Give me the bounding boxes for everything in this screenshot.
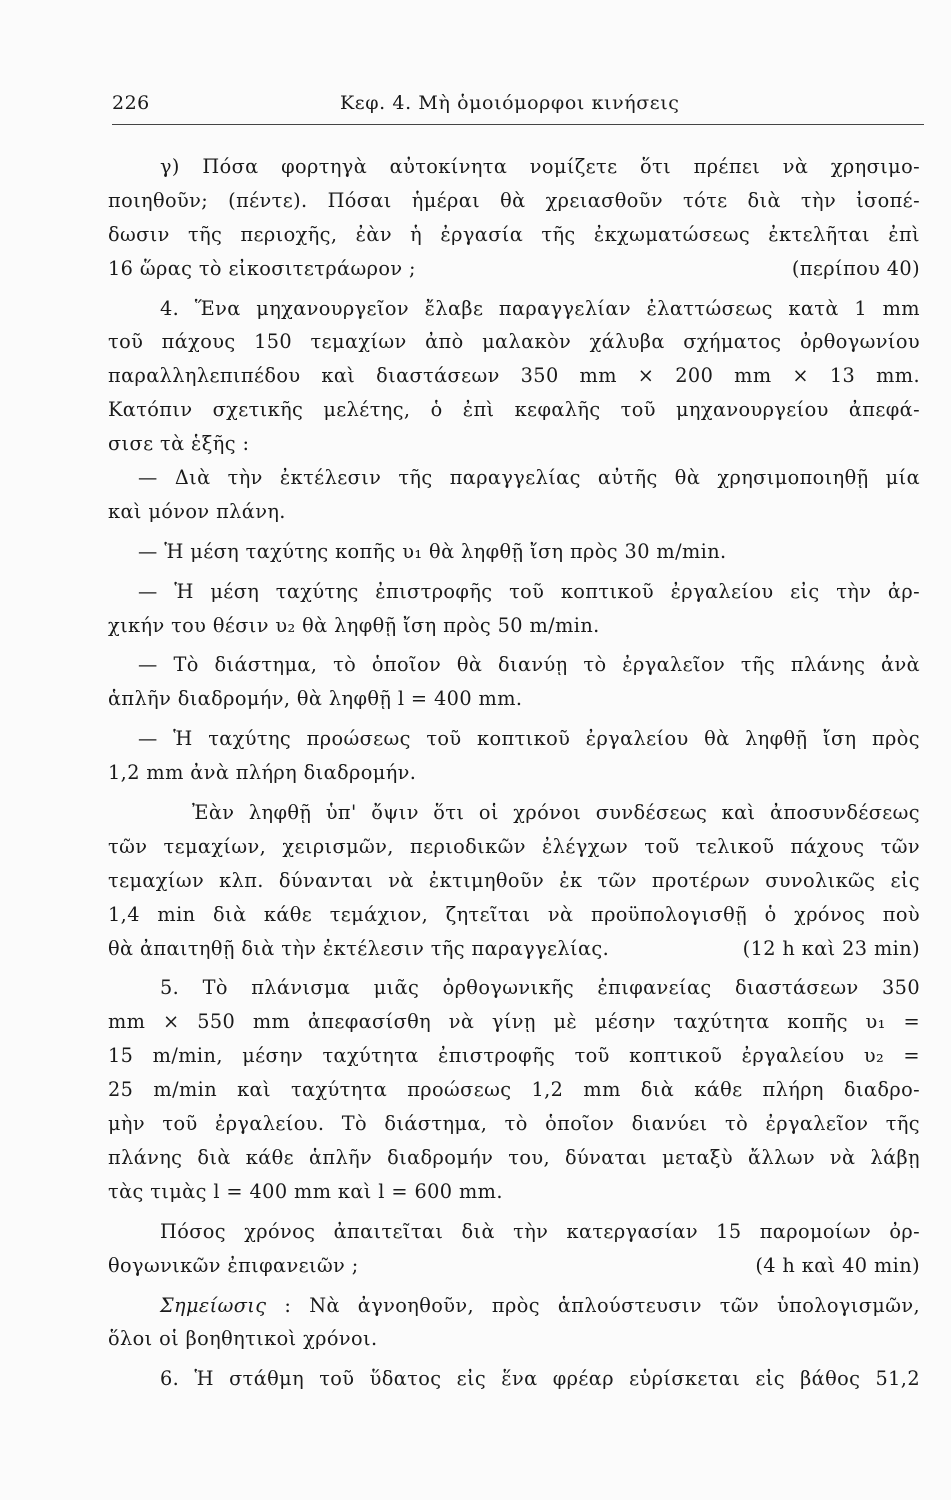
text-line [108,393,920,427]
text-line [108,1039,920,1073]
text-line [108,830,920,864]
text-line [108,1249,920,1283]
line-text: μὴν τοῦ ἐργαλείου. Τὸ διάστημα, τὸ ὁποῖον διανύει τὸ ἐργαλεῖον τῆς [108,1112,920,1136]
text-line [108,1322,920,1356]
text-line [108,1362,920,1396]
text-line [108,150,920,184]
line-text: 4. Ἕνα μηχανουργεῖον ἔλαβε παραγγελίαν ἐλαττώσεως κατὰ 1 mm [160,296,920,320]
text-line [108,461,920,495]
line-text: 1,4 min διὰ κάθε τεμάχιον, ζητεῖται νὰ προϋπολογισθῇ ὁ χρόνος ποὺ [108,902,920,926]
text-line [108,756,920,790]
text-line [108,648,920,682]
line-text: τεμαχίων κλπ. δύνανται νὰ ἐκτιμηθοῦν ἐκ τῶν προτέρων συνολικῶς εἰς [108,868,920,892]
text-line [108,495,920,529]
text-line [108,575,920,609]
text-line [108,252,920,286]
line-text: καὶ μόνον πλάνη. [108,499,286,523]
line-text: Πόσος χρόνος ἀπαιτεῖται διὰ τὴν κατεργασίαν 15 παρομοίων ὀρ- [160,1219,920,1243]
answer-text: (4 h καὶ 40 min) [755,1253,920,1277]
text-line [108,898,920,932]
line-text: πλάνης διὰ κάθε ἁπλῆν διαδρομήν του, δύναται μεταξὺ ἄλλων νὰ λάβῃ [108,1145,920,1169]
line-text: — Ἡ μέση ταχύτης κοπῆς υ₁ θὰ ληφθῇ ἴση πρὸς 30 m/min. [138,539,727,563]
note-label: Σημείωσις [160,1293,267,1317]
text-line [108,1175,920,1209]
page-header [112,92,924,122]
text-line [108,184,920,218]
line-text: χικήν του θέσιν υ₂ θὰ ληφθῇ ἴση πρὸς 50 m/min. [108,613,600,637]
page-number: 226 [112,92,150,114]
line-text: τῶν τεμαχίων, χειρισμῶν, περιοδικῶν ἐλέγχων τοῦ τελικοῦ πάχους τῶν [108,834,920,858]
line-text: — Ἡ ταχύτης προώσεως τοῦ κοπτικοῦ ἐργαλείου θὰ ληφθῇ ἴση πρὸς [138,727,920,751]
text-line [108,1289,920,1323]
line-text: : Νὰ ἀγνοηθοῦν, πρὸς ἁπλούστευσιν τῶν ὑπολογισμῶν, [266,1293,920,1317]
text-line [108,218,920,252]
header-rule [112,124,924,125]
line-text: — Διὰ τὴν ἐκτέλεσιν τῆς παραγγελίας αὐτῆς θὰ χρησιμοποιηθῇ μία [138,466,920,490]
text-line [108,609,920,643]
line-text: δωσιν τῆς περιοχῆς, ἐὰν ἡ ἐργασία τῆς ἐκχωματώσεως ἐκτελῆται ἐπὶ [108,222,920,246]
line-text: θογωνικῶν ἐπιφανειῶν ; [108,1253,359,1277]
text-line [108,325,920,359]
line-text: 5. Τὸ πλάνισμα μιᾶς ὀρθογωνικῆς ἐπιφανείας διαστάσεων 350 [160,976,920,1000]
line-text: ἁπλῆν διαδρομήν, θὰ ληφθῇ l = 400 mm. [108,687,523,711]
text-line [108,796,920,830]
line-text: παραλληλεπιπέδου καὶ διαστάσεων 350 mm × 200 mm × 13 mm. [108,364,920,388]
line-text: τοῦ πάχους 150 τεμαχίων ἀπὸ μαλακὸν χάλυβα σχήματος ὀρθογωνίου [108,330,920,354]
line-text: 6. Ἡ στάθμη τοῦ ὕδατος εἰς ἕνα φρέαρ εὑρίσκεται εἰς βάθος 51,2 [160,1367,920,1391]
text-line [108,1107,920,1141]
text-line [108,292,920,326]
line-text: 15 m/min, μέσην ταχύτητα ἐπιστροφῆς τοῦ κοπτικοῦ ἐργαλείου υ₂ = [108,1044,920,1068]
text-line [108,971,920,1005]
running-title: Κεφ. 4. Μὴ ὁμοιόμορφοι κινήσεις [340,92,680,114]
line-text: Ἐὰν ληφθῇ ὑπ' ὄψιν ὅτι οἱ χρόνοι συνδέσεως καὶ ἀποσυνδέσεως [192,801,920,825]
text-line [108,1141,920,1175]
line-text: γ) Πόσα φορτηγὰ αὐτοκίνητα νομίζετε ὅτι πρέπει νὰ χρησιμο- [160,155,920,178]
text-line [108,427,920,461]
line-text: — Ἡ μέση ταχύτης ἐπιστροφῆς τοῦ κοπτικοῦ ἐργαλείου εἰς τὴν ἀρ- [138,579,920,603]
text-line [108,932,920,966]
text-line [108,682,920,716]
line-text: τὰς τιμὰς l = 400 mm καὶ l = 600 mm. [108,1179,503,1203]
text-line [108,1073,920,1107]
line-text: 16 ὥρας τὸ εἰκοσιτετράωρον ; [108,256,416,280]
page-body [108,150,920,1396]
text-line [108,1215,920,1249]
text-line [108,359,920,393]
line-text: mm × 550 mm ἀπεφασίσθη νὰ γίνῃ μὲ μέσην ταχύτητα κοπῆς υ₁ = [108,1010,920,1034]
line-text: 25 m/min καὶ ταχύτητα προώσεως 1,2 mm διὰ κάθε πλήρη διαδρο- [108,1078,920,1102]
line-text: θὰ ἀπαιτηθῇ διὰ τὴν ἐκτέλεσιν τῆς παραγγελίας. [108,936,610,960]
line-text: — Τὸ διάστημα, τὸ ὁποῖον θὰ διανύῃ τὸ ἐργαλεῖον τῆς πλάνης ἀνὰ [138,653,920,677]
line-text: ποιηθοῦν; (πέντε). Πόσαι ἡμέραι θὰ χρειασθοῦν τότε διὰ τὴν ἰσοπέ- [108,188,920,212]
line-text: ὅλοι οἱ βοηθητικοὶ χρόνοι. [108,1327,378,1351]
text-line [108,864,920,898]
text-line [108,535,920,569]
line-text: σισε τὰ ἑξῆς : [108,432,250,456]
answer-text: (12 h καὶ 23 min) [742,936,920,960]
line-text: 1,2 mm ἀνὰ πλήρη διαδρομήν. [108,761,417,785]
answer-text: (περίπου 40) [791,256,920,280]
line-text: Κατόπιν σχετικῆς μελέτης, ὁ ἐπὶ κεφαλῆς τοῦ μηχανουργείου ἀπεφά- [108,398,920,422]
text-line [108,722,920,756]
text-line [108,1005,920,1039]
